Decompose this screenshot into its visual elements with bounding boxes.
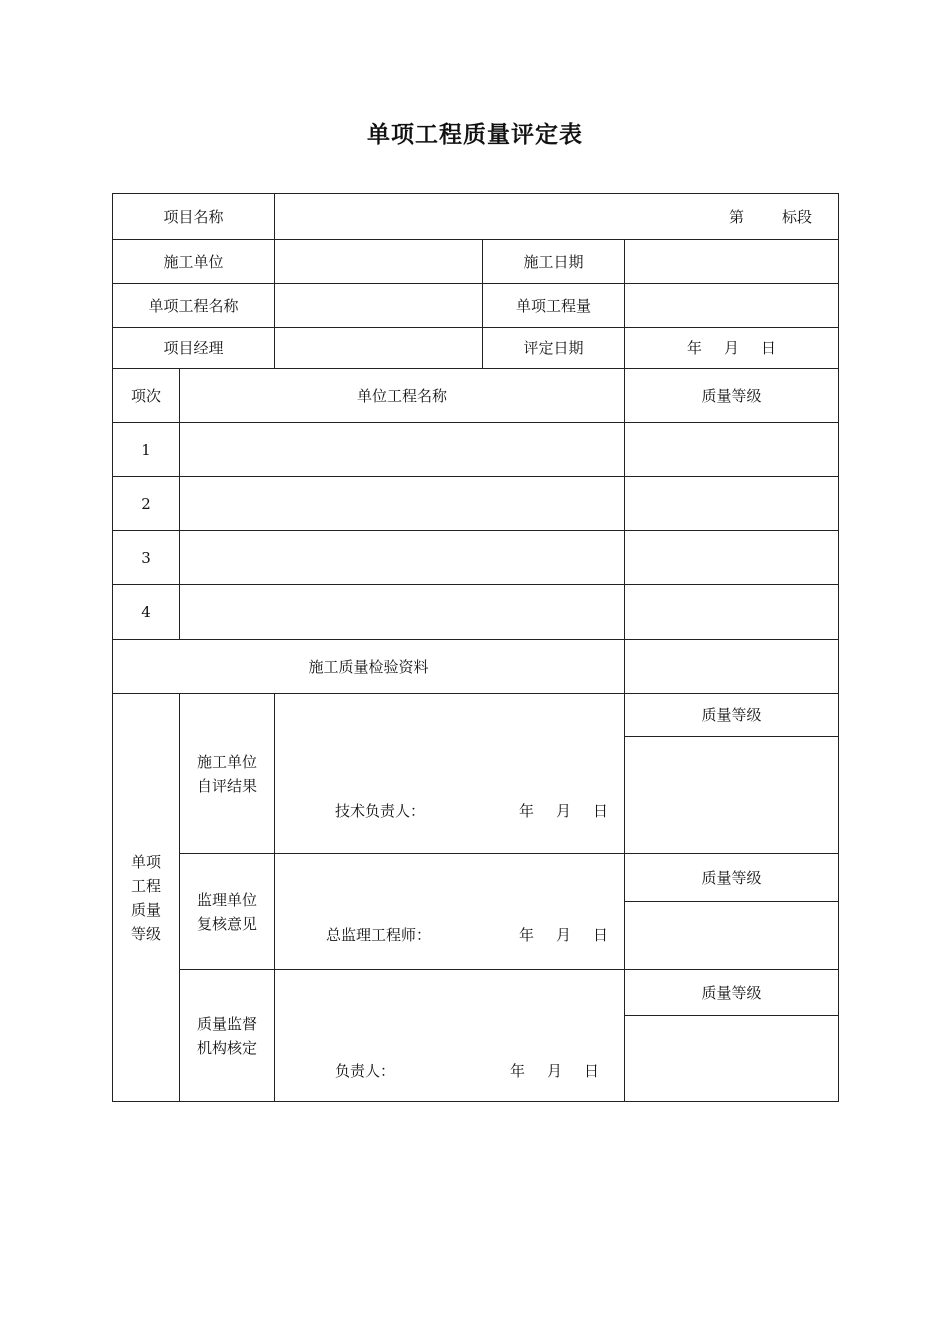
contractor-field[interactable] — [275, 240, 483, 284]
item-quantity-field[interactable] — [625, 284, 839, 328]
supervisor-date: 年 月 日 — [519, 926, 609, 944]
inspection-field[interactable] — [625, 640, 839, 694]
agency-label-line: 机构核定 — [197, 1038, 258, 1057]
self-eval-grade-field[interactable] — [625, 737, 839, 854]
section-prefix: 第 — [729, 207, 745, 226]
page-title: 单项工程质量评定表 — [367, 122, 583, 148]
agency-comment-field[interactable] — [275, 970, 625, 1102]
supervisor-signer: 总监理工程师： — [326, 926, 432, 944]
table-row — [113, 585, 839, 640]
self-eval-label-line: 自评结果 — [197, 776, 258, 795]
self-eval-label — [180, 694, 275, 854]
agency-grade-field[interactable] — [625, 1016, 839, 1102]
self-eval-row — [113, 694, 839, 737]
section-suffix: 标段 — [782, 207, 813, 226]
unit-grade-field[interactable] — [625, 585, 839, 640]
project-name-field[interactable] — [275, 194, 839, 240]
row-index: 4 — [113, 585, 180, 640]
agency-signer: 负责人： — [335, 1062, 396, 1080]
table-row — [113, 423, 839, 477]
contractor-row — [113, 240, 839, 284]
inspection-row — [113, 640, 839, 694]
supervisor-grade-field[interactable] — [625, 902, 839, 970]
item-quantity-label: 单项工程量 — [483, 284, 625, 328]
supervisor-grade-header: 质量等级 — [625, 854, 839, 902]
contractor-label: 施工单位 — [113, 240, 275, 284]
date-day: 日 — [761, 339, 777, 357]
project-manager-row — [113, 328, 839, 369]
row-index: 2 — [113, 477, 180, 531]
table-row — [113, 531, 839, 585]
table-row — [113, 477, 839, 531]
unit-name-field[interactable] — [180, 423, 625, 477]
grade-block-label-line: 工程 — [130, 876, 161, 895]
project-manager-field[interactable] — [275, 328, 483, 369]
construction-date-field[interactable] — [625, 240, 839, 284]
supervisor-label — [180, 854, 275, 970]
agency-row — [113, 970, 839, 1016]
row-index: 3 — [113, 531, 180, 585]
self-eval-grade-header: 质量等级 — [625, 694, 839, 737]
unit-grade-field[interactable] — [625, 531, 839, 585]
grade-block-label-line: 等级 — [130, 924, 161, 943]
grade-block-label-line: 质量 — [130, 900, 161, 919]
item-name-row — [113, 284, 839, 328]
supervisor-comment-field[interactable] — [275, 854, 625, 970]
self-eval-date: 年 月 日 — [519, 802, 609, 820]
evaluation-date-label: 评定日期 — [483, 328, 625, 369]
self-eval-label-line: 施工单位 — [197, 752, 258, 771]
item-name-field[interactable] — [275, 284, 483, 328]
project-name-row — [113, 194, 839, 240]
unit-name-field[interactable] — [180, 531, 625, 585]
project-manager-label: 项目经理 — [113, 328, 275, 369]
agency-date: 年 月 日 — [510, 1062, 600, 1080]
self-eval-comment-field[interactable] — [275, 694, 625, 854]
units-header-row — [113, 369, 839, 423]
supervisor-label-line: 监理单位 — [197, 890, 258, 909]
self-eval-signer: 技术负责人： — [335, 802, 426, 820]
supervisor-label-line: 复核意见 — [197, 914, 258, 933]
grade-block-label — [113, 694, 180, 1102]
unit-name-field[interactable] — [180, 477, 625, 531]
date-year: 年 — [687, 339, 703, 357]
agency-grade-header: 质量等级 — [625, 970, 839, 1016]
supervisor-row — [113, 854, 839, 902]
quality-evaluation-form — [112, 193, 839, 1102]
header-unit-name: 单位工程名称 — [180, 369, 625, 423]
unit-grade-field[interactable] — [625, 477, 839, 531]
evaluation-date-field[interactable] — [625, 328, 839, 369]
grade-block-label-line: 单项 — [130, 852, 161, 871]
item-name-label: 单项工程名称 — [113, 284, 275, 328]
unit-grade-field[interactable] — [625, 423, 839, 477]
inspection-label: 施工质量检验资料 — [113, 640, 625, 694]
header-index: 项次 — [113, 369, 180, 423]
construction-date-label: 施工日期 — [483, 240, 625, 284]
agency-label-line: 质量监督 — [197, 1014, 258, 1033]
date-month: 月 — [724, 339, 740, 357]
row-index: 1 — [113, 423, 180, 477]
unit-name-field[interactable] — [180, 585, 625, 640]
project-name-label: 项目名称 — [113, 194, 275, 240]
agency-label — [180, 970, 275, 1102]
header-grade: 质量等级 — [625, 369, 839, 423]
